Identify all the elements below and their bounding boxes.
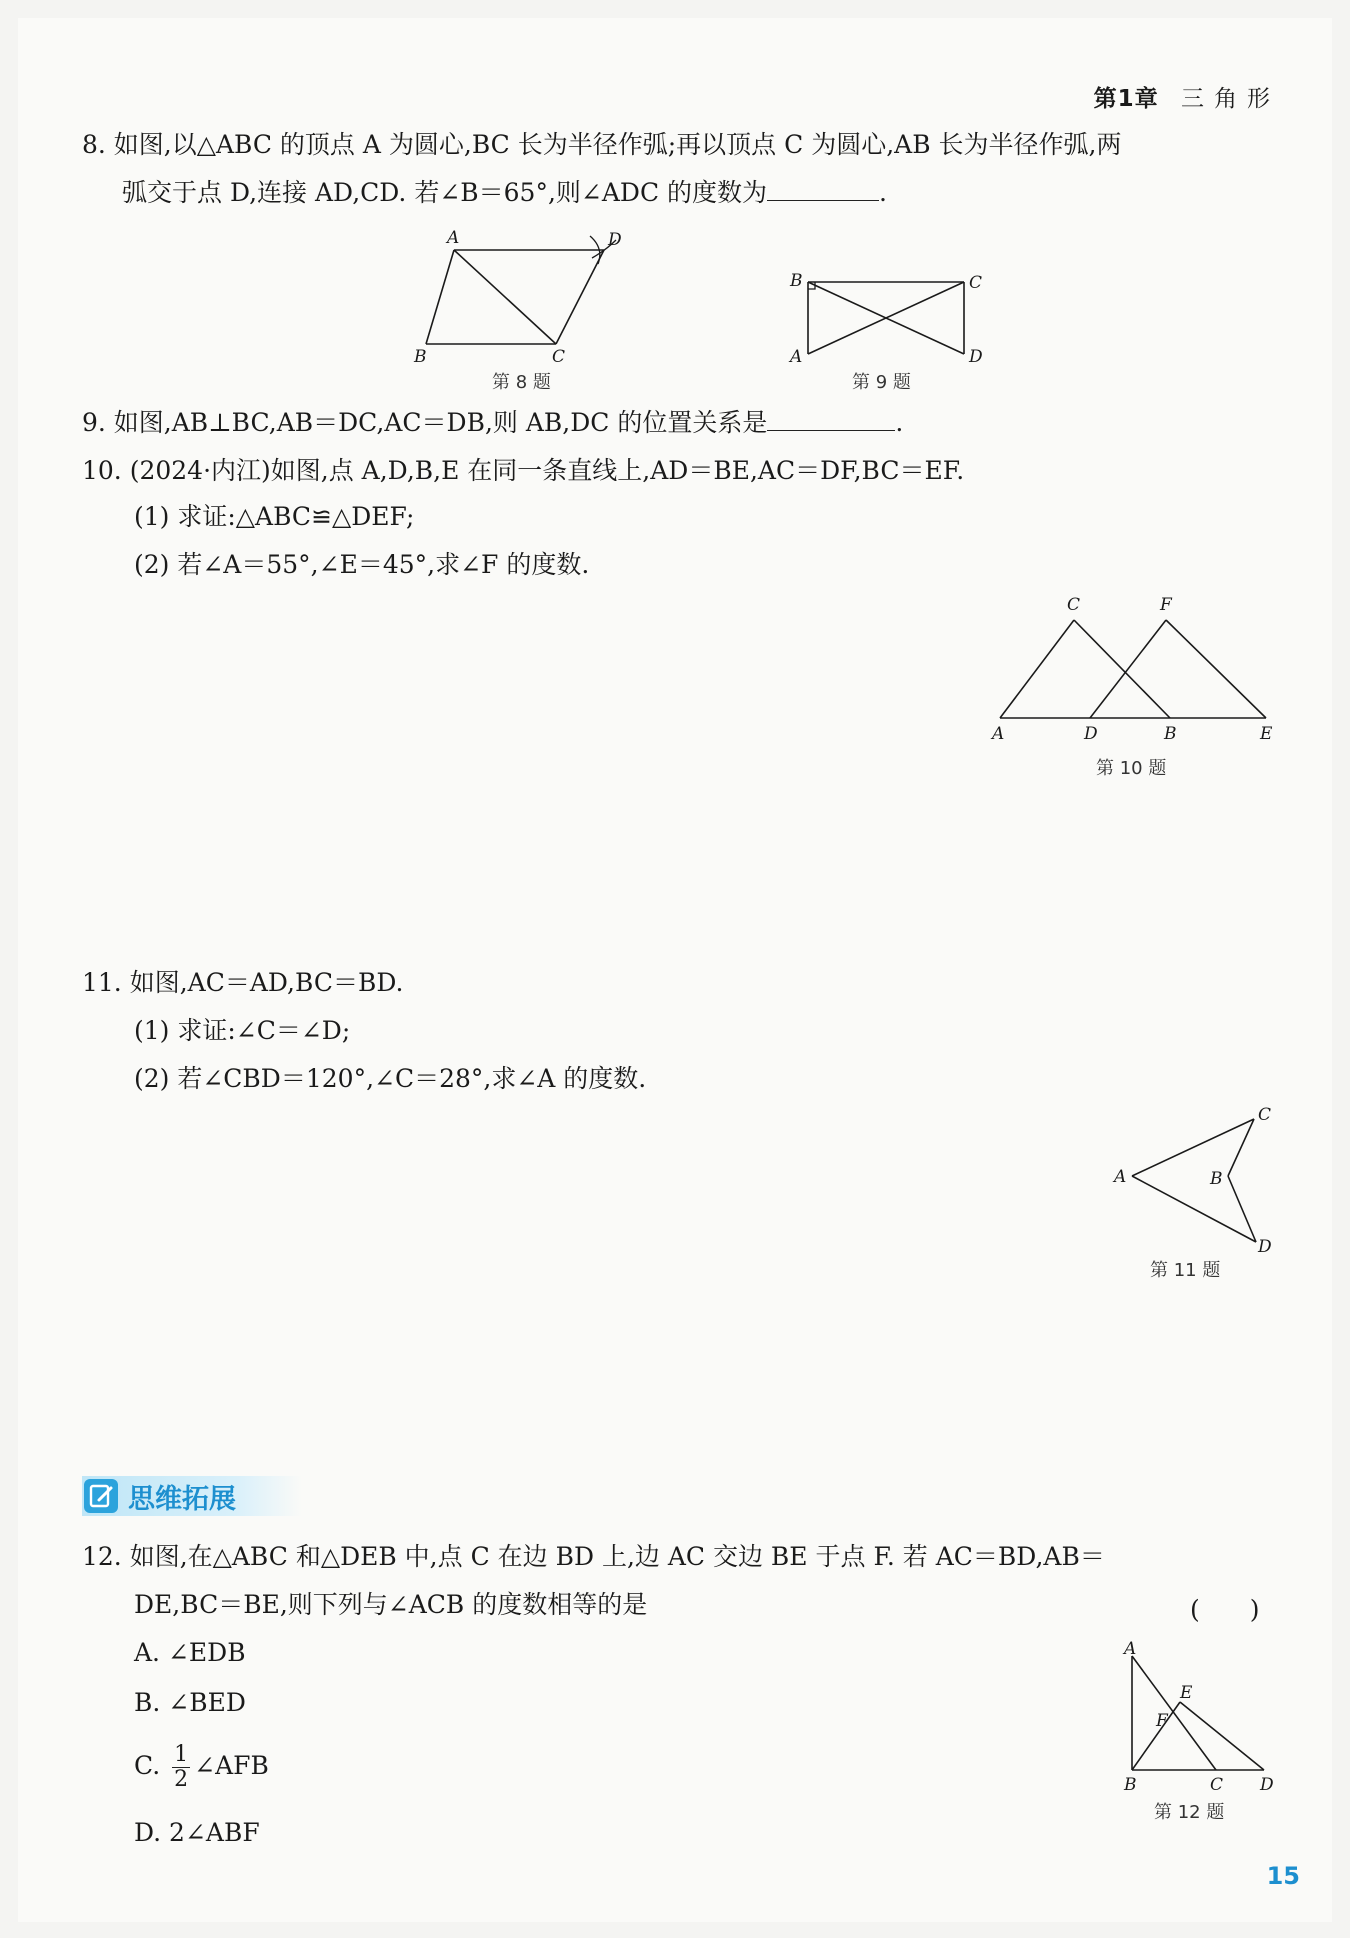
pencil-note-icon	[84, 1479, 118, 1513]
section-heading	[82, 1476, 302, 1516]
section-title: 思维拓展	[128, 1483, 236, 1515]
q8-answer-blank[interactable]	[767, 176, 879, 201]
q12-label-f: F	[1156, 1711, 1168, 1731]
q12-option-c-suffix: ∠AFB	[194, 1751, 269, 1780]
q9-label-c: C	[969, 273, 983, 293]
q12-label-d: D	[1260, 1775, 1274, 1795]
q10-label-a: A	[992, 724, 1005, 744]
q8-seg-ac	[454, 250, 556, 344]
q9-period: .	[895, 408, 904, 437]
q12-answer-paren[interactable]: ( )	[1190, 1595, 1260, 1624]
q8-label-d: D	[608, 230, 622, 250]
chapter-title: 三角形	[1181, 86, 1280, 112]
q8-label-c: C	[552, 347, 566, 367]
q11-figure	[1106, 1100, 1286, 1260]
q11-seg-ac	[1132, 1119, 1254, 1176]
q12-option-a[interactable]: A. ∠EDB	[134, 1638, 246, 1667]
q11-label-d: D	[1258, 1237, 1272, 1257]
q9-label-b: B	[790, 271, 803, 291]
q10-label-c: C	[1067, 595, 1081, 615]
q8-caption: 第 8 题	[492, 372, 551, 393]
q12-figure	[1110, 1636, 1280, 1800]
q10-part1: (1) 求证:△ABC≌△DEF;	[134, 502, 415, 531]
q12-label-c: C	[1210, 1775, 1224, 1795]
fraction-denominator: 2	[174, 1767, 189, 1792]
q8-period: .	[879, 178, 887, 207]
q9-figure	[786, 266, 986, 366]
q11-label-c: C	[1258, 1105, 1272, 1125]
fraction-numerator: 1	[174, 1742, 189, 1767]
q8-seg-cd	[556, 250, 604, 344]
q8-figure	[414, 228, 634, 367]
q9-text: 9. 如图,AB⊥BC,AB＝DC,AC＝DB,则 AB,DC 的位置关系是	[82, 408, 768, 437]
q10-seg-fe	[1166, 620, 1266, 718]
q12-label-b: B	[1124, 1775, 1137, 1795]
q8-line2	[122, 176, 887, 210]
q10-seg-ac	[1000, 620, 1074, 718]
q12-option-c-fraction	[172, 1743, 190, 1792]
q9-label-d: D	[969, 347, 983, 367]
q12-caption: 第 12 题	[1154, 1802, 1225, 1823]
q11-seg-cb	[1228, 1119, 1254, 1176]
q11-seg-ad	[1132, 1176, 1256, 1242]
q12-option-c-prefix: C.	[134, 1751, 161, 1780]
q9-answer-blank[interactable]	[767, 406, 895, 431]
page-number: 15	[1266, 1862, 1300, 1890]
q10-line1: 10. (2024·内江)如图,点 A,D,B,E 在同一条直线上,AD＝BE,AC＝DF,BC＝EF.	[82, 456, 965, 485]
q10-label-d: D	[1084, 724, 1098, 744]
q11-line1: 11. 如图,AC＝AD,BC＝BD.	[82, 968, 404, 997]
q9-line	[82, 406, 903, 440]
q8-label-a: A	[447, 228, 460, 248]
q10-caption: 第 10 题	[1096, 758, 1167, 779]
q12-line1: 12. 如图,在△ABC 和△DEB 中,点 C 在边 BD 上,边 AC 交边 BE 于点 F. 若 AC＝BD,AB＝	[82, 1542, 1105, 1571]
q8-line2-text: 弧交于点 D,连接 AD,CD. 若∠B＝65°,则∠ADC 的度数为	[122, 178, 768, 207]
q12-option-b[interactable]: B. ∠BED	[134, 1688, 246, 1717]
q10-label-e: E	[1260, 724, 1273, 744]
q8-seg-ab	[426, 250, 454, 344]
q11-part1: (1) 求证:∠C＝∠D;	[134, 1016, 351, 1045]
q10-label-f: F	[1160, 595, 1172, 615]
q10-part2: (2) 若∠A＝55°,∠E＝45°,求∠F 的度数.	[134, 550, 590, 579]
q8-line1: 8. 如图,以△ABC 的顶点 A 为圆心,BC 长为半径作弧;再以顶点 C 为圆心,AB 长为半径作弧,两	[82, 130, 1122, 159]
chapter-number: 第1章	[1093, 86, 1159, 112]
q9-caption: 第 9 题	[852, 372, 911, 393]
q10-label-b: B	[1164, 724, 1177, 744]
q11-label-a: A	[1114, 1167, 1127, 1187]
q9-label-a: A	[790, 347, 803, 367]
q12-label-a: A	[1124, 1639, 1137, 1659]
chapter-header	[1094, 80, 1280, 113]
q11-label-b: B	[1210, 1169, 1223, 1189]
q11-seg-bd	[1228, 1176, 1256, 1242]
q12-option-d[interactable]: D. 2∠ABF	[134, 1818, 260, 1847]
q12-line2: DE,BC＝BE,则下列与∠ACB 的度数相等的是	[134, 1590, 648, 1619]
q8-label-b: B	[414, 347, 427, 367]
q12-label-e: E	[1180, 1683, 1193, 1703]
q11-caption: 第 11 题	[1150, 1260, 1221, 1281]
q11-part2: (2) 若∠CBD＝120°,∠C＝28°,求∠A 的度数.	[134, 1064, 647, 1093]
q12-seg-ed	[1180, 1702, 1264, 1770]
q12-option-c[interactable]	[134, 1736, 269, 1796]
q10-figure	[990, 596, 1280, 746]
